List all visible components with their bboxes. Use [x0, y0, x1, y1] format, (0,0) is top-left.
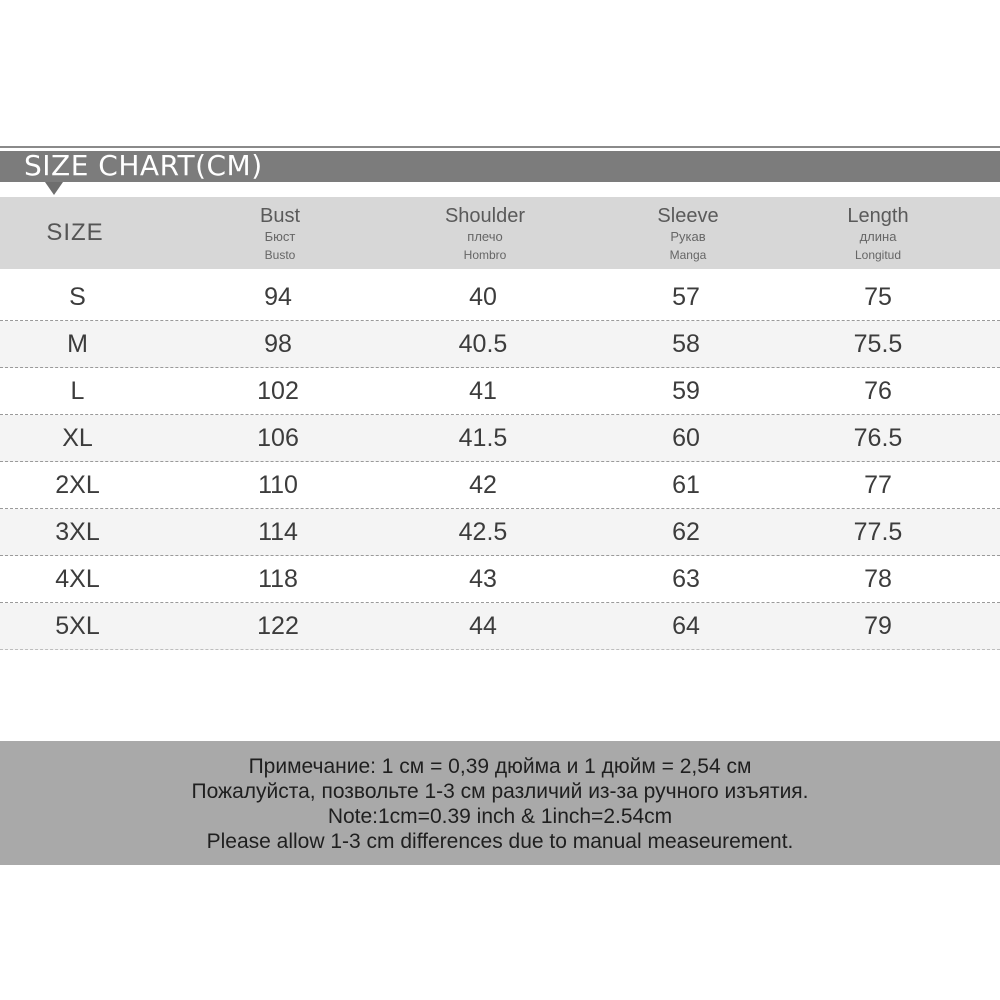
- cell-size: XL: [62, 424, 93, 452]
- cell-shoulder: 40: [469, 283, 497, 311]
- table-row: [0, 556, 1000, 603]
- header-sleeve-ru: Рукав: [670, 229, 706, 244]
- table-row: [0, 321, 1000, 368]
- chart-title: SIZE CHART(CM): [24, 149, 263, 182]
- cell-length: 77: [864, 471, 892, 499]
- header-size: SIZE: [46, 219, 104, 246]
- cell-sleeve: 63: [672, 565, 700, 593]
- note-text: [0, 754, 1000, 854]
- cell-bust: 94: [264, 283, 292, 311]
- cell-shoulder: 42.5: [458, 518, 508, 546]
- top-divider: [0, 146, 1000, 148]
- cell-bust: 114: [258, 518, 298, 546]
- cell-shoulder: 42: [469, 471, 497, 499]
- cell-sleeve: 59: [672, 377, 700, 405]
- header-shoulder: [385, 204, 585, 264]
- cell-size: M: [67, 330, 88, 358]
- cell-sleeve: 62: [672, 518, 700, 546]
- cell-size: 5XL: [55, 612, 100, 640]
- cell-sleeve: 61: [672, 471, 700, 499]
- table-row: [0, 603, 1000, 650]
- cell-bust: 118: [258, 565, 298, 593]
- cell-shoulder: 41.5: [458, 424, 508, 452]
- cell-size: S: [69, 283, 86, 311]
- cell-shoulder: 40.5: [458, 330, 508, 358]
- note-line-en-tolerance: Please allow 1-3 cm differences due to manual measeurement.: [206, 830, 794, 853]
- cell-length: 75.5: [853, 330, 903, 358]
- cell-size: 4XL: [55, 565, 100, 593]
- header-shoulder-en: Shoulder: [444, 205, 526, 227]
- table-row: [0, 415, 1000, 462]
- note-line-en-conversion: Note:1cm=0.39 inch & 1inch=2.54cm: [327, 805, 673, 828]
- cell-size: 2XL: [55, 471, 100, 499]
- cell-size: 3XL: [55, 518, 100, 546]
- cell-length: 76.5: [853, 424, 903, 452]
- table-row: [0, 274, 1000, 321]
- header-shoulder-es: Hombro: [463, 248, 507, 262]
- cell-sleeve: 57: [672, 283, 700, 311]
- table-row: [0, 509, 1000, 556]
- table-row: [0, 368, 1000, 415]
- cell-size: L: [70, 377, 85, 405]
- size-table-body: [0, 274, 1000, 650]
- cell-shoulder: 41: [469, 377, 497, 405]
- cell-sleeve: 64: [672, 612, 700, 640]
- cell-length: 79: [864, 612, 892, 640]
- cell-shoulder: 44: [469, 612, 497, 640]
- header-bust-en: Bust: [259, 205, 301, 227]
- cell-bust: 102: [257, 377, 299, 405]
- cell-length: 77.5: [853, 518, 903, 546]
- note-line-ru-conversion: Примечание: 1 см = 0,39 дюйма и 1 дюйм = 2,54 см: [248, 755, 752, 778]
- table-row: [0, 462, 1000, 509]
- cell-bust: 98: [264, 330, 292, 358]
- cell-length: 75: [864, 283, 892, 311]
- cell-sleeve: 60: [672, 424, 700, 452]
- cell-length: 76: [864, 377, 892, 405]
- header-bust: [180, 204, 380, 264]
- note-line-ru-tolerance: Пожалуйста, позвольте 1-3 см различий из-за ручного изъятия.: [191, 780, 809, 803]
- cell-bust: 110: [258, 471, 298, 499]
- cell-shoulder: 43: [469, 565, 497, 593]
- cell-length: 78: [864, 565, 892, 593]
- header-shoulder-ru: плечо: [467, 229, 503, 244]
- header-sleeve-en: Sleeve: [657, 205, 719, 227]
- header-sleeve-es: Manga: [669, 248, 707, 262]
- header-length-es: Longitud: [854, 248, 902, 262]
- title-pointer-icon: [45, 182, 63, 195]
- cell-bust: 106: [257, 424, 299, 452]
- header-length-en: Length: [847, 205, 909, 227]
- cell-sleeve: 58: [672, 330, 700, 358]
- header-bust-ru: Бюст: [264, 229, 296, 244]
- header-bust-es: Busto: [264, 248, 296, 262]
- header-length: [778, 204, 978, 264]
- header-length-ru: длина: [859, 229, 897, 244]
- header-sleeve: [588, 204, 788, 264]
- cell-bust: 122: [257, 612, 299, 640]
